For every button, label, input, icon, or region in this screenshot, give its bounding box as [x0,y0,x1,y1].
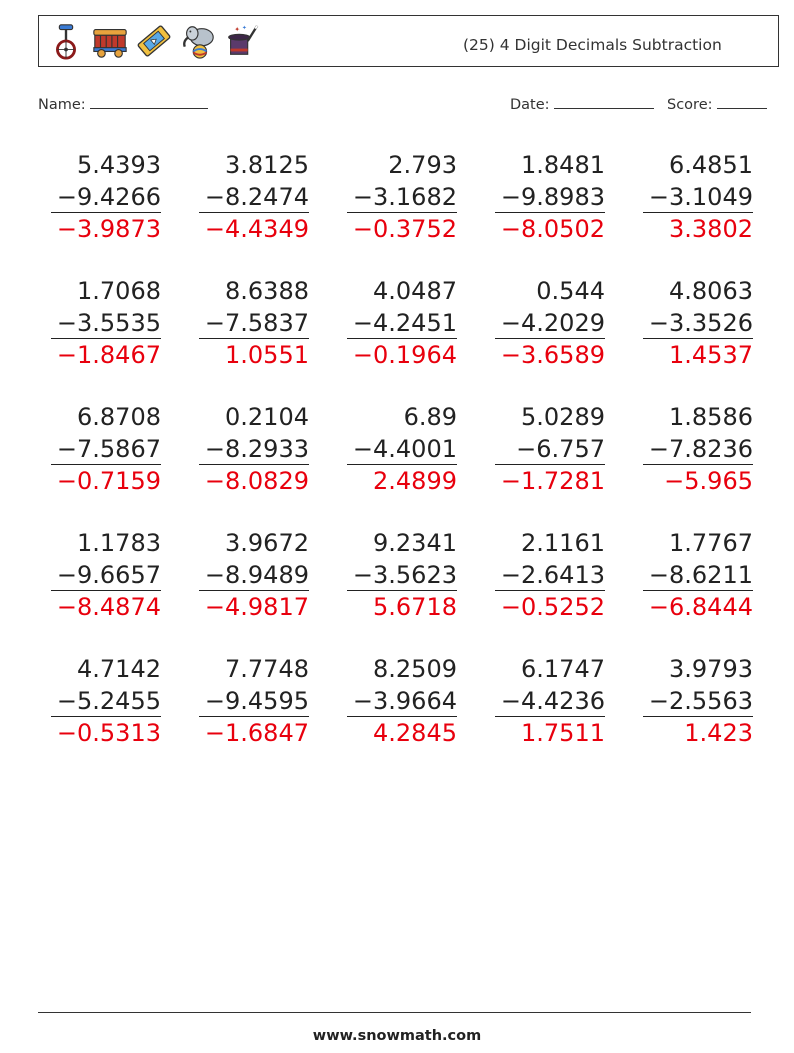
minuend: 3.9672 [225,529,309,557]
problem-13 [347,401,457,497]
svg-text:✦: ✦ [242,25,247,32]
problem-21 [51,653,161,749]
minuend: 1.8586 [669,403,753,431]
minuend: 9.2341 [373,529,457,557]
date-blank[interactable] [554,94,654,109]
problem-4 [495,149,605,245]
magic-hat-icon [223,22,261,60]
subtrahend: −9.4266 [51,181,161,213]
problem-25 [643,653,753,749]
answer: −6.8444 [648,593,753,621]
score-label: Score: [667,97,713,113]
date-label: Date: [510,97,550,113]
answer: −4.9817 [204,593,309,621]
name-blank[interactable] [90,94,208,109]
answer: 4.2845 [373,719,457,747]
answer: 1.0551 [225,341,309,369]
answer: 1.4537 [669,341,753,369]
subtrahend: −7.5867 [51,433,161,465]
subtrahend: −3.1682 [347,181,457,213]
answer: −8.4874 [56,593,161,621]
problem-9 [495,275,605,371]
footer-divider [38,1012,751,1013]
answer: −4.4349 [204,215,309,243]
minuend: 1.1783 [77,529,161,557]
problem-22 [199,653,309,749]
problem-17 [199,527,309,623]
subtrahend: −8.2474 [199,181,309,213]
subtrahend: −4.4001 [347,433,457,465]
subtrahend: −4.2451 [347,307,457,339]
minuend: 8.6388 [225,277,309,305]
minuend: 1.7767 [669,529,753,557]
answer: −0.7159 [56,467,161,495]
problem-24 [495,653,605,749]
problem-12 [199,401,309,497]
subtrahend: −7.5837 [199,307,309,339]
minuend: 2.793 [388,151,457,179]
problem-23 [347,653,457,749]
minuend: 6.89 [403,403,457,431]
answer: 3.3802 [669,215,753,243]
minuend: 4.7142 [77,655,161,683]
answer: −8.0829 [204,467,309,495]
answer: 1.423 [684,719,753,747]
header-icons [47,21,261,61]
answer: 2.4899 [373,467,457,495]
problem-8 [347,275,457,371]
circus-wagon-icon [91,22,129,60]
minuend: 1.8481 [521,151,605,179]
minuend: 4.0487 [373,277,457,305]
answer: −1.6847 [204,719,309,747]
minuend: 0.2104 [225,403,309,431]
subtrahend: −2.5563 [643,685,753,717]
minuend: 8.2509 [373,655,457,683]
subtrahend: −4.4236 [495,685,605,717]
minuend: 3.8125 [225,151,309,179]
name-label: Name: [38,97,86,113]
score-field [667,94,767,113]
answer: 1.7511 [521,719,605,747]
subtrahend: −9.6657 [51,559,161,591]
problem-10 [643,275,753,371]
problem-19 [495,527,605,623]
answer: −3.9873 [56,215,161,243]
subtrahend: −5.2455 [51,685,161,717]
svg-text:✦: ✦ [234,25,240,34]
minuend: 3.9793 [669,655,753,683]
subtrahend: −3.5535 [51,307,161,339]
minuend: 6.1747 [521,655,605,683]
subtrahend: −6.757 [495,433,605,465]
problem-6 [51,275,161,371]
minuend: 0.544 [536,277,605,305]
unicycle-icon [47,22,85,60]
problem-20 [643,527,753,623]
elephant-icon [179,22,217,60]
subtrahend: −3.1049 [643,181,753,213]
subtrahend: −8.2933 [199,433,309,465]
minuend: 6.8708 [77,403,161,431]
subtrahend: −3.5623 [347,559,457,591]
minuend: 7.7748 [225,655,309,683]
minuend: 5.4393 [77,151,161,179]
minuend: 4.8063 [669,277,753,305]
worksheet-title: (25) 4 Digit Decimals Subtraction [463,36,722,54]
problem-11 [51,401,161,497]
problem-1 [51,149,161,245]
score-blank[interactable] [717,94,767,109]
answer: −1.8467 [56,341,161,369]
subtrahend: −3.9664 [347,685,457,717]
minuend: 2.1161 [521,529,605,557]
problem-16 [51,527,161,623]
problem-5 [643,149,753,245]
date-field [510,94,654,113]
answer: −0.1964 [352,341,457,369]
subtrahend: −7.8236 [643,433,753,465]
footer-site: www.snowmath.com [312,1028,482,1044]
answer: −0.5313 [56,719,161,747]
subtrahend: −8.6211 [643,559,753,591]
subtrahend: −2.6413 [495,559,605,591]
minuend: 5.0289 [521,403,605,431]
problem-15 [643,401,753,497]
problem-14 [495,401,605,497]
answer: −0.3752 [352,215,457,243]
answer: −3.6589 [500,341,605,369]
subtrahend: −8.9489 [199,559,309,591]
answer: −0.5252 [500,593,605,621]
problem-2 [199,149,309,245]
answer: 5.6718 [373,593,457,621]
answer: −8.0502 [500,215,605,243]
answer: −5.965 [664,467,753,495]
subtrahend: −9.8983 [495,181,605,213]
subtrahend: −4.2029 [495,307,605,339]
subtrahend: −3.3526 [643,307,753,339]
minuend: 6.4851 [669,151,753,179]
problem-18 [347,527,457,623]
header-box [38,15,779,67]
minuend: 1.7068 [77,277,161,305]
name-field [38,94,208,113]
problem-7 [199,275,309,371]
ticket-icon [135,22,173,60]
problem-3 [347,149,457,245]
subtrahend: −9.4595 [199,685,309,717]
answer: −1.7281 [500,467,605,495]
